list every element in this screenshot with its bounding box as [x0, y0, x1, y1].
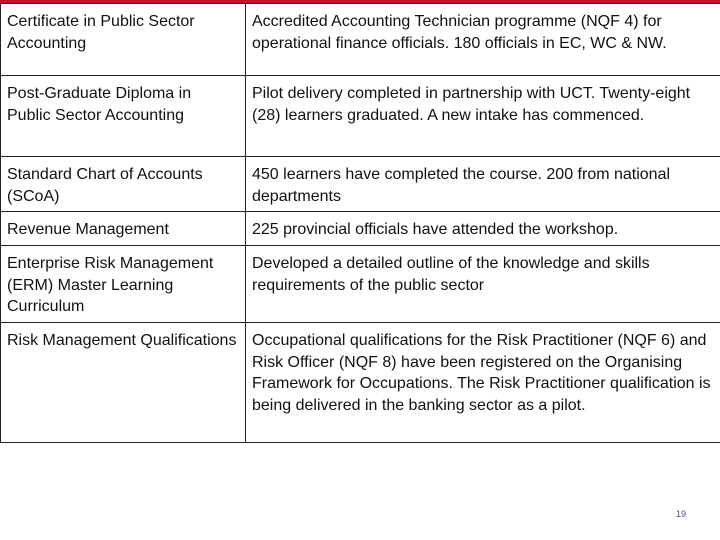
detail-cell: Developed a detailed outline of the knowledge and skills requirements of the public sector — [246, 246, 720, 323]
topic-cell: Revenue Management — [1, 212, 246, 246]
detail-cell: Occupational qualifications for the Risk Practitioner (NQF 6) and Risk Officer (NQF 8) have been registered on the Organising Framework for Occupations. The Risk Practitioner qualification is being delivered in the banking sector as a pilot. — [246, 323, 720, 443]
detail-cell: Accredited Accounting Technician programme (NQF 4) for operational finance officials. 180 officials in EC, WC & NW. — [246, 4, 720, 76]
table-row — [1, 246, 720, 323]
detail-cell: Pilot delivery completed in partnership with UCT. Twenty-eight (28) learners graduated. A new intake has commenced. — [246, 76, 720, 157]
table-row — [1, 212, 720, 246]
table-row — [1, 157, 720, 212]
topic-cell: Enterprise Risk Management (ERM) Master Learning Curriculum — [1, 246, 246, 323]
table-row — [1, 76, 720, 157]
topic-cell: Risk Management Qualifications — [1, 323, 246, 443]
page-number: 19 — [676, 509, 687, 519]
detail-cell: 225 provincial officials have attended the workshop. — [246, 212, 720, 246]
detail-cell: 450 learners have completed the course. 200 from national departments — [246, 157, 720, 212]
topic-cell: Post-Graduate Diploma in Public Sector Accounting — [1, 76, 246, 157]
topic-cell: Certificate in Public Sector Accounting — [1, 4, 246, 76]
table-row — [1, 323, 720, 443]
topic-cell: Standard Chart of Accounts (SCoA) — [1, 157, 246, 212]
programme-table — [0, 3, 720, 443]
table-row — [1, 4, 720, 76]
